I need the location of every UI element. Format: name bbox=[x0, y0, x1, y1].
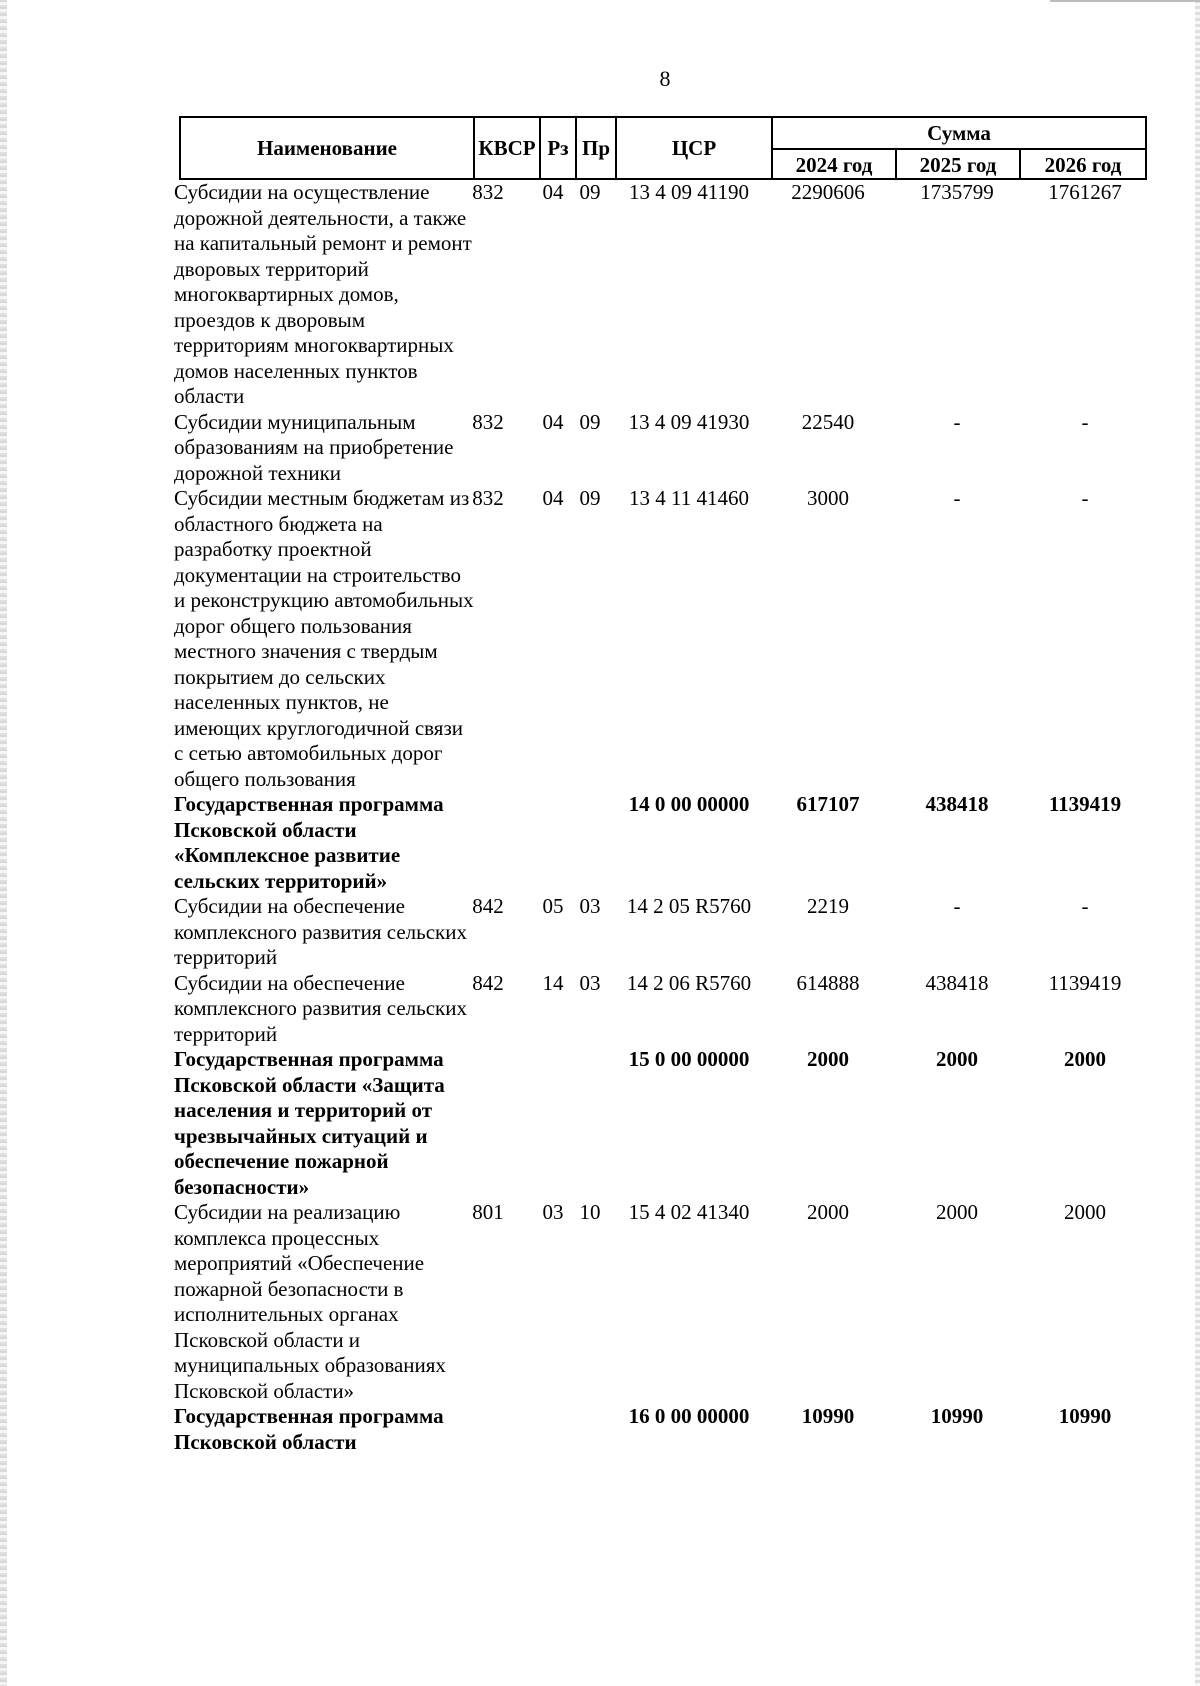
name-cell: Государственная программа Псковской области «Защита населения и территорий от чрезвычайных ситуаций и обеспечение пожарной безопасности» bbox=[174, 1047, 445, 1199]
program-row bbox=[174, 1047, 1164, 1200]
sum-2026-cell: 2000 bbox=[1064, 1200, 1106, 1224]
pr-cell: 03 bbox=[579, 970, 601, 995]
kvsr-cell: 842 bbox=[472, 894, 504, 918]
name-cell: Субсидии на реализацию комплекса процессных мероприятий «Обеспечение пожарной безопасности в исполнительных органах Псковской области и муниципальных образованиях Псковской области» bbox=[174, 1200, 446, 1403]
sum-2026-cell: 1139419 bbox=[1048, 792, 1122, 816]
sum-2026-cell: 1139419 bbox=[1048, 970, 1122, 995]
pr-cell: 09 bbox=[579, 180, 601, 204]
kvsr-cell: 842 bbox=[472, 970, 504, 995]
rz-cell: 03 bbox=[542, 1200, 564, 1224]
table-row bbox=[174, 1200, 1164, 1404]
kvsr-cell: 801 bbox=[472, 1200, 504, 1224]
csr-cell: 16 0 00 00000 bbox=[628, 1404, 750, 1428]
header-year-2024: 2024 год bbox=[795, 152, 873, 177]
header-name: Наименование bbox=[257, 135, 397, 160]
sum-2024-cell: 617107 bbox=[796, 792, 860, 816]
rz-cell: 14 bbox=[542, 970, 564, 995]
table-row bbox=[174, 894, 1164, 971]
sum-2024-cell: 614888 bbox=[796, 970, 860, 995]
kvsr-cell: 832 bbox=[472, 486, 504, 510]
header-sum: Сумма bbox=[927, 120, 991, 145]
name-cell: Государственная программа Псковской области bbox=[174, 1404, 444, 1454]
rz-cell: 04 bbox=[542, 180, 564, 204]
header-pr: Пр bbox=[581, 135, 610, 160]
header-year-2026: 2026 год bbox=[1044, 152, 1122, 177]
page-number: 8 bbox=[659, 66, 671, 91]
csr-cell: 13 4 11 41460 bbox=[629, 486, 749, 510]
sum-2025-cell: 2000 bbox=[936, 1047, 978, 1071]
kvsr-cell: 832 bbox=[472, 409, 504, 434]
table-row bbox=[174, 180, 1164, 410]
pr-cell: 03 bbox=[579, 894, 601, 918]
sum-2024-cell: 10990 bbox=[801, 1404, 855, 1428]
csr-cell: 14 0 00 00000 bbox=[628, 792, 750, 816]
sum-2026-cell: - bbox=[1081, 894, 1089, 918]
name-cell: Субсидии на обеспечение комплексного развития сельских территорий bbox=[174, 894, 467, 969]
program-row bbox=[174, 1404, 1164, 1455]
scan-edge-right bbox=[1195, 0, 1200, 1686]
pr-cell: 09 bbox=[579, 486, 601, 510]
name-cell: Субсидии на обеспечение комплексного развития сельских территорий bbox=[174, 970, 467, 1046]
sum-2025-cell: - bbox=[953, 409, 961, 434]
csr-cell: 14 2 05 R5760 bbox=[626, 894, 752, 918]
table-row bbox=[174, 486, 1164, 792]
sum-2026-cell: - bbox=[1081, 409, 1089, 434]
rz-cell: 04 bbox=[542, 409, 564, 434]
scan-corner-line bbox=[1050, 0, 1200, 2]
table-row bbox=[174, 410, 1164, 487]
kvsr-cell: 832 bbox=[472, 180, 504, 204]
sum-2025-cell: 1735799 bbox=[920, 180, 994, 204]
sum-2026-cell: 1761267 bbox=[1048, 180, 1122, 204]
name-cell: Государственная программа Псковской области «Комплексное развитие сельских территорий» bbox=[174, 792, 444, 893]
csr-cell: 13 4 09 41190 bbox=[629, 180, 749, 204]
sum-2024-cell: 2000 bbox=[807, 1047, 849, 1071]
header-csr: ЦСР bbox=[671, 135, 717, 160]
csr-cell: 14 2 06 R5760 bbox=[626, 970, 752, 995]
header-kvsr: КВСР bbox=[478, 135, 536, 160]
rz-cell: 05 bbox=[542, 894, 564, 918]
sum-2024-cell: 2290606 bbox=[791, 180, 865, 204]
rz-cell: 04 bbox=[542, 486, 564, 510]
name-cell: Субсидии муниципальным образованиям на приобретение дорожной техники bbox=[174, 409, 454, 485]
table-header bbox=[179, 116, 1147, 180]
header-rz: Рз bbox=[547, 135, 569, 160]
sum-2026-cell: 10990 bbox=[1058, 1404, 1112, 1428]
sum-2024-cell: 22540 bbox=[801, 409, 855, 434]
program-row bbox=[174, 792, 1164, 894]
table-body bbox=[174, 180, 1164, 1455]
sum-2025-cell: 438418 bbox=[925, 970, 989, 995]
sum-2025-cell: 2000 bbox=[936, 1200, 978, 1224]
csr-cell: 13 4 09 41930 bbox=[628, 409, 750, 434]
header-year-2025: 2025 год bbox=[919, 152, 997, 177]
table-row bbox=[174, 971, 1164, 1048]
sum-2024-cell: 2000 bbox=[807, 1200, 849, 1224]
sum-2025-cell: - bbox=[953, 486, 961, 510]
sum-2025-cell: - bbox=[953, 894, 961, 918]
sum-2025-cell: 438418 bbox=[925, 792, 989, 816]
sum-2024-cell: 2219 bbox=[807, 894, 849, 918]
sum-2026-cell: 2000 bbox=[1064, 1047, 1106, 1071]
sum-2026-cell: - bbox=[1081, 486, 1089, 510]
name-cell: Субсидии на осуществление дорожной деятельности, а также на капитальный ремонт и ремонт дворовых территорий многоквартирных домов, проездов к дворовым территориям многоквартирных домов населенных пунктов области bbox=[174, 180, 472, 408]
name-cell: Субсидии местным бюджетам из областного бюджета на разработку проектной документации на строительство и реконструкцию автомобильных дорог общего пользования местного значения с твердым покрытием до сельских населенных пунктов, не имеющих круглогодичной связи с сетью автомобильных дорог общего пользования bbox=[174, 486, 474, 791]
csr-cell: 15 0 00 00000 bbox=[628, 1047, 750, 1071]
pr-cell: 09 bbox=[579, 409, 601, 434]
scan-edge-left bbox=[0, 0, 7, 1686]
sum-2024-cell: 3000 bbox=[807, 486, 849, 510]
pr-cell: 10 bbox=[579, 1200, 601, 1224]
sum-2025-cell: 10990 bbox=[930, 1404, 984, 1428]
csr-cell: 15 4 02 41340 bbox=[628, 1200, 750, 1224]
